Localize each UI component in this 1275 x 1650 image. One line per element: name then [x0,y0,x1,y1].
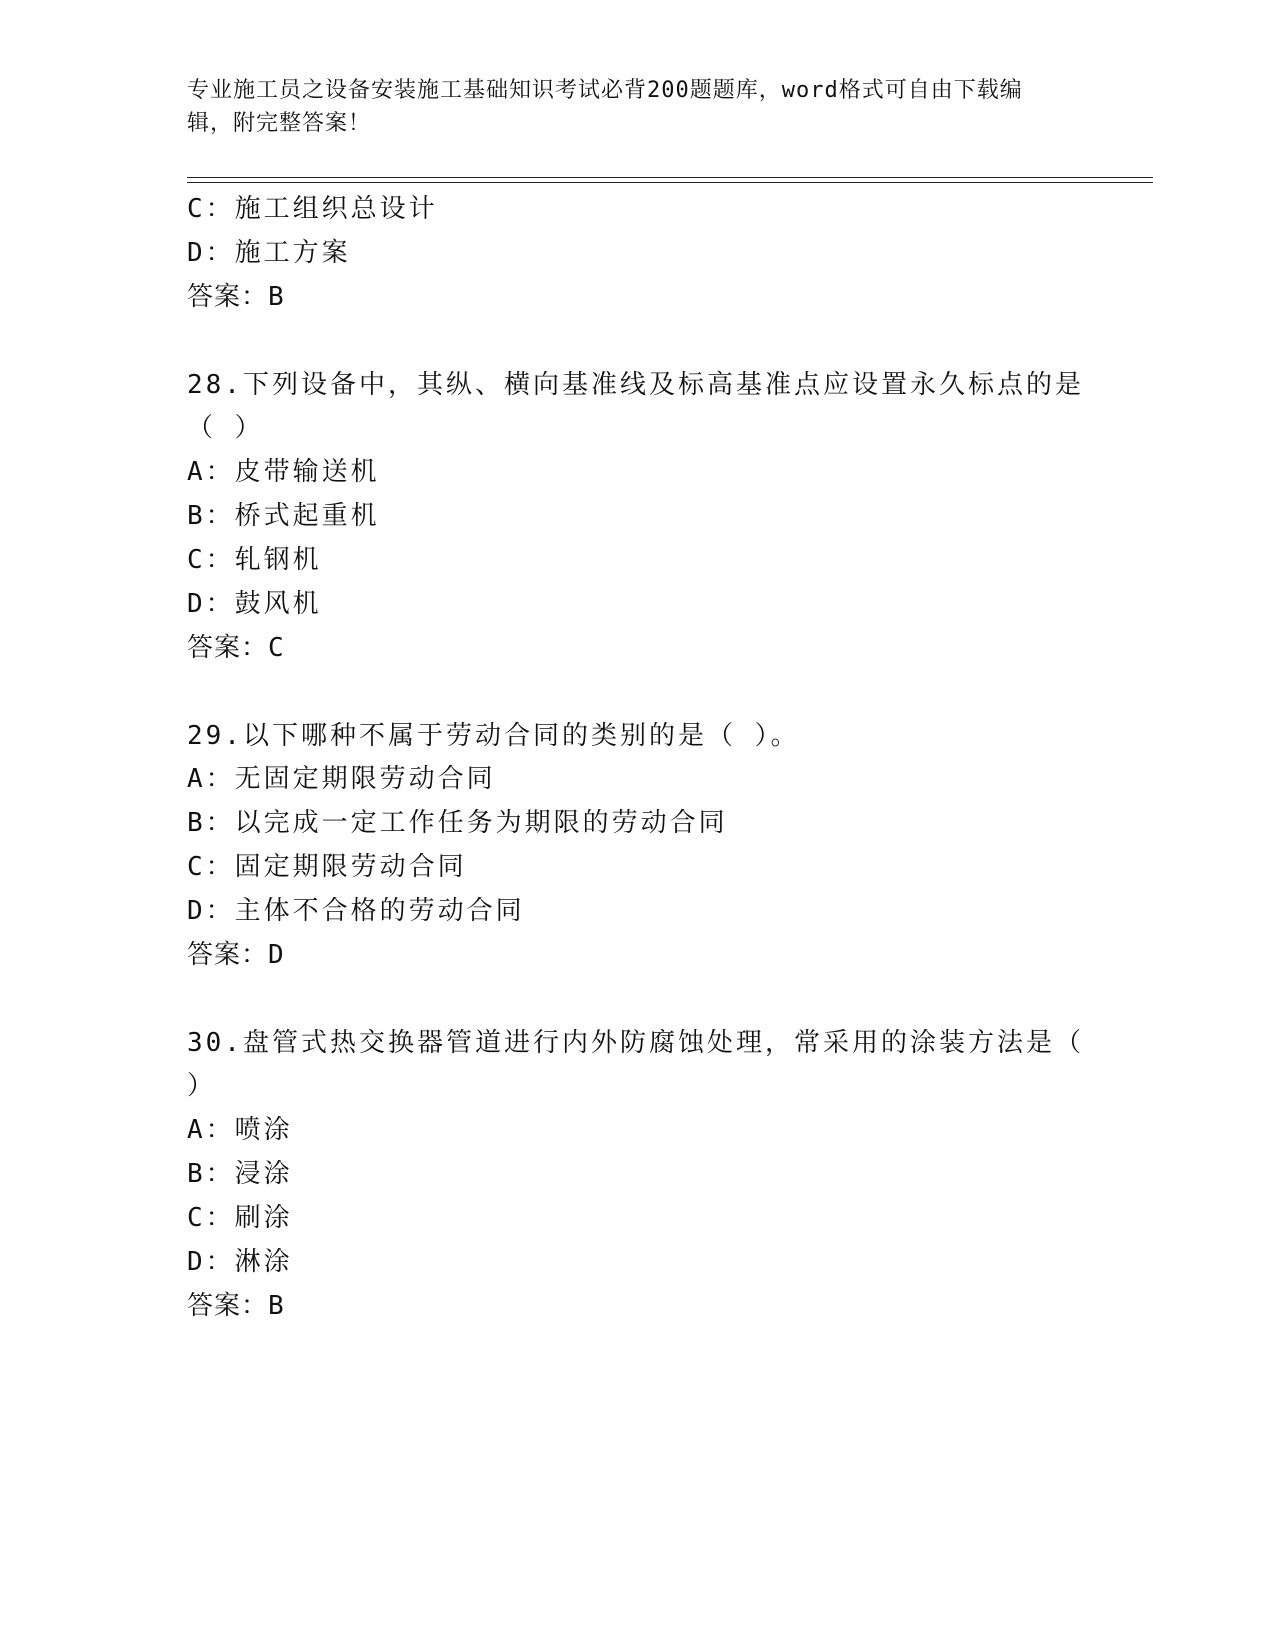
answer-line: 答案：B [187,282,285,312]
question-line: 30.盘管式热交换器管道进行内外防腐蚀处理，常采用的涂装方法是（ [187,1028,1084,1058]
option-line: B：以完成一定工作任务为期限的劳动合同 [187,808,728,838]
option-line: C：固定期限劳动合同 [187,852,467,882]
option-line: D：主体不合格的劳动合同 [187,896,525,926]
question-line: 29.以下哪种不属于劳动合同的类别的是（ ）。 [187,721,800,751]
question-line: ） [187,1071,217,1101]
question-line: 28.下列设备中，其纵、横向基准线及标高基准点应设置永久标点的是 [187,370,1084,400]
option-line: B：浸涂 [187,1159,293,1189]
option-line: D：施工方案 [187,238,351,268]
answer-line: 答案：D [187,940,285,970]
option-line: A：皮带输送机 [187,457,380,487]
option-line: B：桥式起重机 [187,501,380,531]
option-line: A：喷涂 [187,1115,293,1145]
header-rule-top [187,177,1153,178]
option-line: A：无固定期限劳动合同 [187,764,496,794]
question-line: （ ） [187,413,264,443]
option-line: D：淋涂 [187,1247,293,1277]
option-line: D：鼓风机 [187,589,322,619]
option-line: C：刷涂 [187,1203,293,1233]
option-line: C：施工组织总设计 [187,194,438,224]
answer-line: 答案：B [187,1291,285,1321]
option-line: C：轧钢机 [187,545,322,575]
answer-line: 答案：C [187,633,285,663]
document-header: 专业施工员之设备安装施工基础知识考试必背200题题库，word格式可自由下载编辑，附完整答案！ [187,78,1023,136]
header-rule-bottom [187,182,1153,183]
